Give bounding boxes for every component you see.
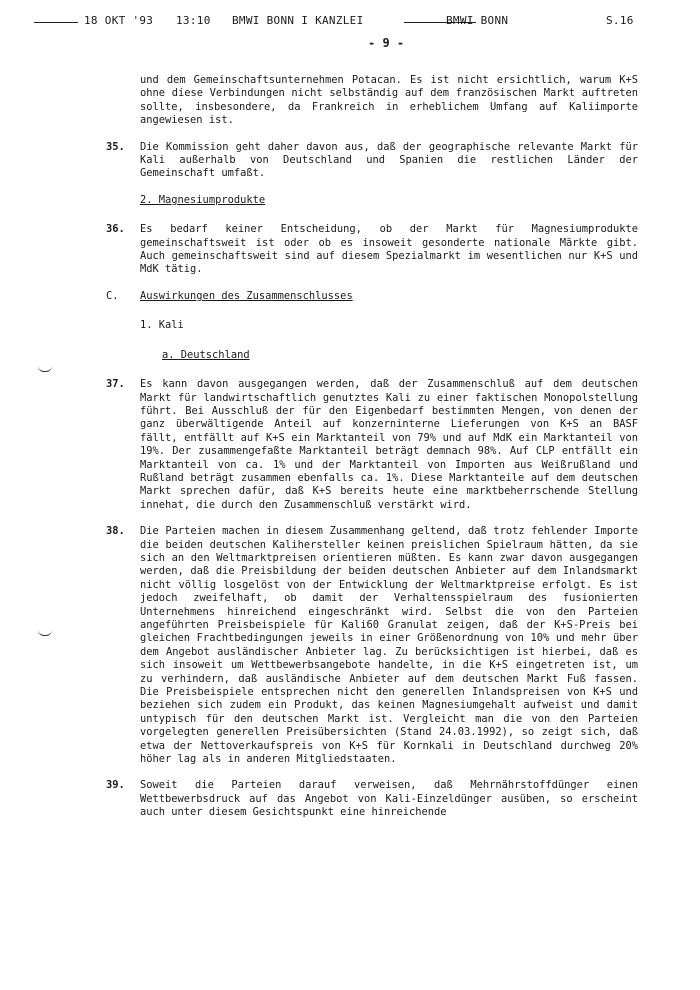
paragraph-text: Soweit die Parteien darauf verweisen, daß Mehrnährstoffdünger einen Wettbewerbsdruck auf das Angebot von Kali-Einzeldünger ausüben, so erscheint auch unter diesem Gesichtspunkt eine hinreichende [140, 779, 638, 819]
heading-kali: 1. Kali [140, 319, 184, 332]
paragraph-36 [106, 223, 638, 277]
paragraph-number: 35. [106, 140, 125, 153]
fax-sender: BMWI BONN I KANZLEI [232, 14, 364, 27]
fax-time: 13:10 [176, 14, 211, 27]
paragraph-text: Es bedarf keiner Entscheidung, ob der Markt für Magnesiumprodukte gemeinschaftsweit ist oder ob es insoweit gesonderte nationale Märkte gibt. Auch gemeinschaftsweit sind auf diesem Spezialmarkt im wesentlichen nur K+S und MdK tätig. [140, 223, 638, 276]
paragraph-35 [106, 140, 638, 181]
heading-magnesium: 2. Magnesiumprodukte [140, 193, 266, 206]
heading-deutschland-text: a. Deutschland [162, 348, 250, 361]
margin-mark [38, 630, 52, 636]
paragraph-number: 36. [106, 223, 125, 236]
page-number: - 9 - [368, 36, 405, 50]
section-letter: C. [106, 289, 119, 302]
paragraph-38 [106, 525, 638, 766]
paragraph-number: 39. [106, 779, 125, 792]
paragraph-text: Die Kommission geht daher davon aus, daß der geographische relevante Markt für Kali außerhalb von Deutschland und Spanien die restlichen Länder der Gemeinschaft umfaßt. [140, 140, 638, 180]
fax-page-counter: S.16 [606, 14, 634, 27]
paragraph-37 [106, 378, 638, 512]
paragraph-intro: und dem Gemeinschaftsunternehmen Potacan. Es ist nicht ersichtlich, warum K+S ohne diese Verbindungen nicht selbständig auf dem französischen Markt auftreten sollte, insbesondere, da Frankreich in erheblichem Umfang auf Kaliimporte angewiesen ist. [140, 74, 638, 127]
paragraph-number: 38. [106, 525, 125, 538]
section-c-heading [106, 289, 638, 303]
fax-header [34, 10, 654, 34]
fax-date: 18 OKT '93 [84, 14, 154, 27]
fax-header-rule [34, 22, 78, 23]
paragraph-text: Die Parteien machen in diesem Zusammenhang geltend, daß trotz fehlender Importe die beiden deutschen Kalihersteller keinen preislichen Spielraum hätten, da sie sich an den Weltmarktpreisen orientieren müßten. Es kann zwar davon ausgegangen werden, daß die Preisbildung der beiden deutschen Anbieter auf dem Inlandsmarkt nicht völlig losgelöst von der Entwicklung der Weltmarktpreise erfolgt. Es ist jedoch zweifelhaft, ob damit der Verhaltensspielraum des fusionierten Unternehmens hinreichend eingeschränkt wird. Selbst die von den Parteien angeführten Preisbeispiele für Kali60 Granulat zeigen, daß der K+S-Preis bei gleichen Frachtbedingungen jeweils in einer Größenordnung von 10% und mehr über dem Angebot ausländischer Anbieter lag. Zu berücksichtigen ist hierbei, daß es sich insoweit um Wettbewerbsangebote handelte, in die K+S eingetreten ist, um zu verhindern, daß ausländische Anbieter auf dem deutschen Markt Fuß fassen. Die Preisbeispiele entsprechen nicht den generellen Inlandspreisen von K+S und beziehen sich zudem ein Produkt, das keinen Magnesiumgehalt aufweist und damit untypisch für den deutschen Markt ist. Vergleicht man die von den Parteien vorgelegten generellen Preisübersichten (Stand 24.03.1992), so zeigt sich, daß etwa der Nettoverkaufspreis von K+S für Kornkali in Deutschland durchweg 20% höher lag als in anderen Mitgliedstaaten. [140, 525, 638, 766]
paragraph-39 [106, 779, 638, 819]
paragraph-text: Es kann davon ausgegangen werden, daß der Zusammenschluß auf dem deutschen Markt für landwirtschaftlich genutztes Kali zu einer faktischen Monopolstellung führt. Bei Ausschluß der für den Eigenbedarf bestimmten Mengen, von denen der ganz überwältigende Anteil auf konzerninterne Lieferungen von K+S an BASF fällt, entfällt auf K+S ein Marktanteil von 79% und auf MdK ein Marktanteil von 19%. Der zusammengefaßte Marktanteil beträgt demnach 98%. Auf CLP entfällt ein Marktanteil von ca. 1% und der Marktanteil von Importen aus Weißrußland und Rußland beträgt zusammen ebenfalls ca. 1%. Diese Marktanteile auf dem deutschen Markt sprechen dafür, daß K+S bereits heute eine marktbeherrschende Stellung innehat, die durch den Zusammenschluß verstärkt wird. [140, 378, 638, 511]
margin-mark [38, 366, 52, 372]
heading-deutschland [162, 349, 638, 362]
paragraph-number: 37. [106, 378, 125, 391]
fax-receiver: BMWI BONN [446, 14, 509, 27]
section-title: Auswirkungen des Zusammenschlusses [140, 289, 353, 302]
document-body [106, 74, 638, 833]
